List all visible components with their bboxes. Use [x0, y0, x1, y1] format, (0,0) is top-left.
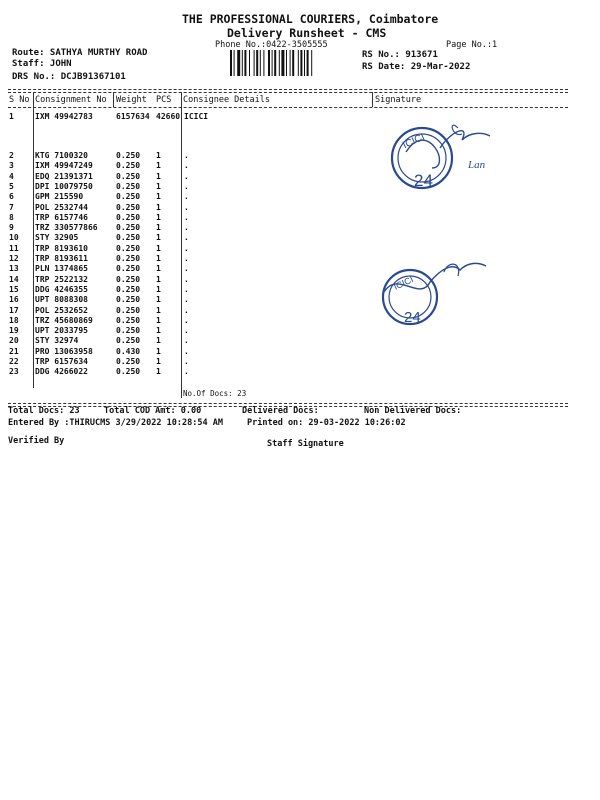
delivered-docs: Delivered Docs: — [242, 406, 319, 416]
cell-weight: 0.250 — [116, 357, 141, 366]
cell-weight: 0.250 — [116, 192, 141, 202]
cell-sno: 8 — [9, 212, 14, 222]
cell-pcs: 1 — [156, 243, 161, 253]
cell-pcs: 1 — [156, 284, 161, 294]
cell-sno: 14 — [9, 274, 19, 284]
cell-consignment: POL 2532652 — [35, 305, 88, 315]
cell-pcs: 1 — [156, 326, 161, 336]
cell-pcs: 1 — [156, 254, 161, 263]
total-cod: Total COD Amt: 0.00 — [104, 406, 202, 416]
cell-consignee: . — [184, 367, 189, 377]
col-header-consignment: Consignment No — [35, 95, 107, 105]
cell-consignment: GPM 215590 — [35, 192, 84, 202]
cell-weight: 0.250 — [116, 151, 141, 160]
cell-pcs: 1 — [156, 181, 161, 191]
cell-weight: 0.250 — [116, 367, 141, 377]
cell-consignment: DDG 4266022 — [35, 367, 88, 377]
cell-consignee: . — [184, 181, 189, 191]
cell-sno: 11 — [9, 243, 19, 253]
cell-sno: 9 — [9, 223, 14, 233]
cell-consignment: TRP 8193610 — [35, 243, 88, 253]
cell-weight: 0.250 — [116, 181, 141, 191]
cell-consignment: IXM 49942783 — [35, 112, 93, 121]
cell-pcs: 1 — [156, 151, 161, 160]
cell-weight: 0.430 — [116, 346, 141, 356]
cell-sno: 4 — [9, 171, 14, 181]
cell-consignment: DPI 10079750 — [35, 181, 93, 191]
cell-sno: 2 — [9, 151, 14, 160]
cell-weight: 0.250 — [116, 223, 141, 233]
cell-weight: 0.250 — [116, 243, 141, 253]
cell-consignee: . — [184, 315, 189, 325]
cell-weight: 0.250 — [116, 274, 141, 284]
col-header-sno: S No — [9, 95, 30, 105]
stamp-1 — [392, 125, 490, 190]
cell-sno: 5 — [9, 181, 14, 191]
cell-pcs: 1 — [156, 233, 161, 243]
staff-label: Staff: JOHN — [12, 59, 72, 69]
staff-signature: Staff Signature — [267, 439, 344, 449]
cell-consignment: TRP 2522132 — [35, 274, 88, 284]
cell-consignee: . — [184, 284, 189, 294]
cell-consignment: UPT 2033795 — [35, 326, 88, 336]
cell-sno: 17 — [9, 305, 19, 315]
cell-pcs: 1 — [156, 315, 161, 325]
cell-weight: 0.250 — [116, 161, 141, 171]
route-label: Route: SATHYA MURTHY ROAD — [12, 48, 148, 58]
cell-pcs: 1 — [156, 202, 161, 212]
cell-consignee: . — [184, 305, 189, 315]
cell-consignee: . — [184, 223, 189, 233]
cell-consignee: . — [184, 346, 189, 356]
docs-count: No.Of Docs: 23 — [183, 389, 247, 398]
cell-consignment: POL 2532744 — [35, 202, 88, 212]
page-number: Page No.:1 — [446, 40, 498, 50]
cell-sno: 18 — [9, 315, 19, 325]
cell-consignee: . — [184, 171, 189, 181]
cell-weight: 0.250 — [116, 171, 141, 181]
entered-by: Entered By :THIRUCMS 3/29/2022 10:28:54 AM — [8, 418, 223, 428]
cell-sno: 3 — [9, 161, 14, 171]
cell-weight: 0.250 — [116, 295, 141, 305]
cell-sno: 13 — [9, 264, 19, 274]
cell-pcs: 1 — [156, 171, 161, 181]
cell-pcs: 1 — [156, 274, 161, 284]
cell-weight: 0.250 — [116, 336, 141, 346]
cell-consignee: . — [184, 161, 189, 171]
stamp-2-text: ICICI — [392, 274, 415, 292]
cell-consignment: IXM 49947249 — [35, 161, 93, 171]
cell-consignment: TRZ 45680869 — [35, 315, 93, 325]
cell-consignee: . — [184, 336, 189, 346]
phone-number: Phone No.:0422-3505555 — [215, 40, 328, 50]
cell-weight: 0.250 — [116, 264, 141, 274]
col-header-consignee: Consignee Details — [183, 95, 270, 105]
cell-sno: 12 — [9, 254, 19, 263]
cell-consignee: . — [184, 254, 189, 263]
cell-consignee: . — [184, 295, 189, 305]
cell-pcs: 42660 — [156, 112, 181, 121]
cell-weight: 0.250 — [116, 284, 141, 294]
cell-consignment: STY 32905 — [35, 233, 79, 243]
cell-consignment: KTG 7100320 — [35, 151, 88, 160]
rs-number: RS No.: 913671 — [362, 50, 438, 60]
cell-consignee: . — [184, 274, 189, 284]
col-header-weight: Weight — [116, 95, 147, 105]
stamp-2-number: 24 — [404, 309, 421, 326]
cell-weight: 0.250 — [116, 254, 141, 263]
cell-consignment: TRP 8193611 — [35, 254, 88, 263]
cell-consignee: . — [184, 233, 189, 243]
stamp-1-text: ICICI — [401, 131, 427, 152]
printed-on: Printed on: 29-03-2022 10:26:02 — [247, 418, 406, 428]
cell-sno: 10 — [9, 233, 19, 243]
cell-sno: 7 — [9, 202, 14, 212]
stamp-1-number: 24 — [414, 171, 433, 190]
verified-by: Verified By — [8, 436, 65, 446]
cell-consignment: TRP 6157746 — [35, 212, 88, 222]
runsheet-subtitle: Delivery Runsheet - CMS — [227, 26, 387, 40]
cell-consignment: TRZ 330577866 — [35, 223, 98, 233]
cell-consignment: DDG 4246355 — [35, 284, 88, 294]
cell-weight: 0.250 — [116, 212, 141, 222]
company-title: THE PROFESSIONAL COURIERS, Coimbatore — [182, 12, 439, 26]
cell-sno: 16 — [9, 295, 19, 305]
cell-consignee: . — [184, 212, 189, 222]
non-delivered-docs: Non Delivered Docs: — [364, 406, 462, 416]
cell-weight: 0.250 — [116, 233, 141, 243]
cell-consignee: . — [184, 192, 189, 202]
cell-pcs: 1 — [156, 212, 161, 222]
cell-pcs: 1 — [156, 223, 161, 233]
cell-consignment: UPT 8088308 — [35, 295, 88, 305]
cell-consignment: STY 32974 — [35, 336, 79, 346]
col-header-signature: Signature — [375, 95, 422, 105]
cell-pcs: 1 — [156, 192, 161, 202]
cell-pcs: 1 — [156, 357, 161, 366]
drs-number: DRS No.: DCJB91367101 — [12, 72, 126, 82]
cell-weight: 0.250 — [116, 315, 141, 325]
cell-consignee: . — [184, 202, 189, 212]
cell-weight: 0.250 — [116, 202, 141, 212]
cell-consignment: PRO 13063958 — [35, 346, 93, 356]
cell-consignee: . — [184, 151, 189, 160]
cell-sno: 6 — [9, 192, 14, 202]
cell-pcs: 1 — [156, 346, 161, 356]
cell-pcs: 1 — [156, 367, 161, 377]
cell-pcs: 1 — [156, 305, 161, 315]
stamp-2 — [383, 263, 486, 326]
rs-date: RS Date: 29-Mar-2022 — [362, 62, 471, 72]
cell-pcs: 1 — [156, 336, 161, 346]
cell-pcs: 1 — [156, 295, 161, 305]
cell-sno: 20 — [9, 336, 19, 346]
cell-consignee: . — [184, 326, 189, 336]
total-docs: Total Docs: 23 — [8, 406, 80, 416]
cell-consignee: . — [184, 357, 189, 366]
cell-consignment: PLN 1374865 — [35, 264, 88, 274]
cell-consignee: . — [184, 264, 189, 274]
col-header-pcs: PCS — [156, 95, 172, 105]
cell-sno: 23 — [9, 367, 19, 377]
cell-sno: 19 — [9, 326, 19, 336]
cell-sno: 21 — [9, 346, 19, 356]
cell-consignment: EDQ 21391371 — [35, 171, 93, 181]
cell-pcs: 1 — [156, 264, 161, 274]
cell-sno: 1 — [9, 112, 14, 121]
cell-weight: 0.250 — [116, 305, 141, 315]
cell-pcs: 1 — [156, 161, 161, 171]
cell-weight: 6157634 — [116, 112, 150, 121]
stamp-1-handwriting: Lan — [468, 159, 486, 171]
cell-consignment: TRP 6157634 — [35, 357, 88, 366]
cell-consignee: ICICI — [184, 112, 209, 121]
cell-weight: 0.250 — [116, 326, 141, 336]
cell-sno: 22 — [9, 357, 19, 366]
cell-sno: 15 — [9, 284, 19, 294]
cell-consignee: . — [184, 243, 189, 253]
